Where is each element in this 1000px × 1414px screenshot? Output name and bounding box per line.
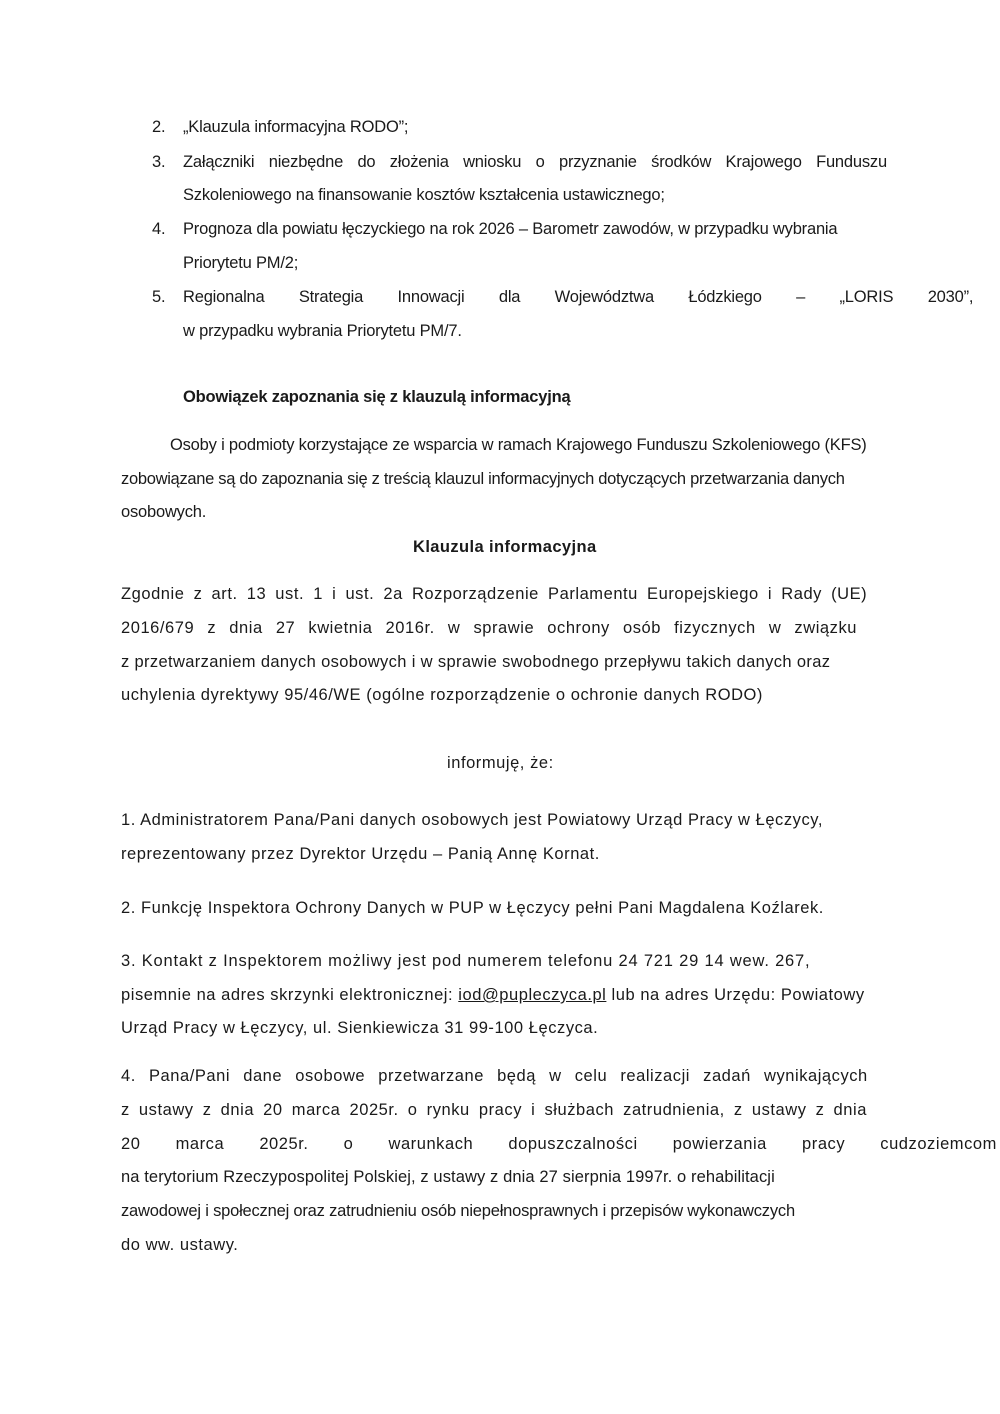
clause-point-4-cont: 20 marca 2025r. o warunkach dopuszczalności powierzania pracy cudzoziemcom <box>121 1135 997 1153</box>
justified-text <box>183 153 887 172</box>
clause-heading: Klauzula informacyjna <box>413 538 597 556</box>
list-item-number: 3. <box>152 153 166 171</box>
word: o <box>535 153 545 171</box>
word: złożenia <box>389 153 449 171</box>
clause-point-4-cont: do ww. ustawy. <box>121 1236 239 1254</box>
word: środków <box>651 153 712 171</box>
text: lub na adres Urzędu: Powiatowy <box>606 986 865 1004</box>
word: wniosku <box>463 153 522 171</box>
clause-point-1: 1. Administratorem Pana/Pani danych osobowych jest Powiatowy Urząd Pracy w Łęczycy, <box>121 811 823 829</box>
clause-intro-line: z przetwarzaniem danych osobowych i w sprawie swobodnego przepływu takich danych oraz <box>121 653 831 671</box>
word: Załączniki <box>183 153 255 171</box>
text: pisemnie na adres skrzynki elektronicznej: <box>121 986 459 1004</box>
clause-point-3-cont: Urząd Pracy w Łęczycy, ul. Sienkiewicza 31 99-100 Łęczyca. <box>121 1019 599 1037</box>
clause-point-4-cont: zawodowej i społecznej oraz zatrudnieniu osób niepełnosprawnych i przepisów wykonawczych <box>121 1202 795 1220</box>
list-item-number: 4. <box>152 220 166 238</box>
list-item-text: Priorytetu PM/2; <box>183 254 299 272</box>
clause-intro-line: uchylenia dyrektywy 95/46/WE (ogólne rozporządzenie o ochronie danych RODO) <box>121 686 763 704</box>
clause-point-1-cont: reprezentowany przez Dyrektor Urzędu – Panią Annę Kornat. <box>121 845 600 863</box>
list-item-number: 2. <box>152 118 166 136</box>
clause-point-3: 3. Kontakt z Inspektorem możliwy jest pod numerem telefonu 24 721 29 14 wew. 267, <box>121 952 811 970</box>
paragraph-line: Osoby i podmioty korzystające ze wsparcia w ramach Krajowego Funduszu Szkoleniowego (KFS) <box>170 436 867 454</box>
list-item-text: Regionalna Strategia Innowacji dla Województwa Łódzkiego – „LORIS 2030”, <box>183 288 974 306</box>
inform-line: informuję, że: <box>447 754 554 772</box>
clause-point-2: 2. Funkcję Inspektora Ochrony Danych w PUP w Łęczycy pełni Pani Magdalena Koźlarek. <box>121 899 824 917</box>
list-item-text: Prognoza dla powiatu łęczyckiego na rok 2026 – Barometr zawodów, w przypadku wybrania <box>183 220 838 238</box>
clause-intro-line: 2016/679 z dnia 27 kwietnia 2016r. w sprawie ochrony osób fizycznych w związku <box>121 619 857 637</box>
list-item-text: Szkoleniowego na finansowanie kosztów kształcenia ustawicznego; <box>183 186 665 204</box>
list-item-text: w przypadku wybrania Priorytetu PM/7. <box>183 322 462 340</box>
list-item-number: 5. <box>152 288 166 306</box>
word: niezbędne <box>268 153 344 171</box>
list-item-text-justified <box>183 153 887 172</box>
clause-point-3-cont <box>121 986 865 1005</box>
word: Krajowego <box>725 153 802 171</box>
paragraph-line: zobowiązane są do zapoznania się z treścią klauzul informacyjnych dotyczących przetwarzania danych <box>121 470 845 488</box>
clause-point-4: 4. Pana/Pani dane osobowe przetwarzane będą w celu realizacji zadań wynikających <box>121 1067 868 1085</box>
paragraph-line: osobowych. <box>121 503 207 521</box>
section-heading: Obowiązek zapoznania się z klauzulą informacyjną <box>183 388 571 406</box>
word: Funduszu <box>816 153 887 171</box>
iod-email-link[interactable]: iod@pupleczyca.pl <box>458 986 607 1004</box>
clause-point-4-cont: na terytorium Rzeczypospolitej Polskiej, z ustawy z dnia 27 sierpnia 1997r. o rehabilitacji <box>121 1168 775 1186</box>
word: do <box>357 153 376 171</box>
clause-intro-line: Zgodnie z art. 13 ust. 1 i ust. 2a Rozporządzenie Parlamentu Europejskiego i Rady (UE) <box>121 585 868 603</box>
list-item-text: „Klauzula informacyjna RODO”; <box>183 118 409 136</box>
word: przyznanie <box>558 153 637 171</box>
clause-point-4-cont: z ustawy z dnia 20 marca 2025r. o rynku pracy i służbach zatrudnienia, z ustawy z dnia <box>121 1101 867 1119</box>
